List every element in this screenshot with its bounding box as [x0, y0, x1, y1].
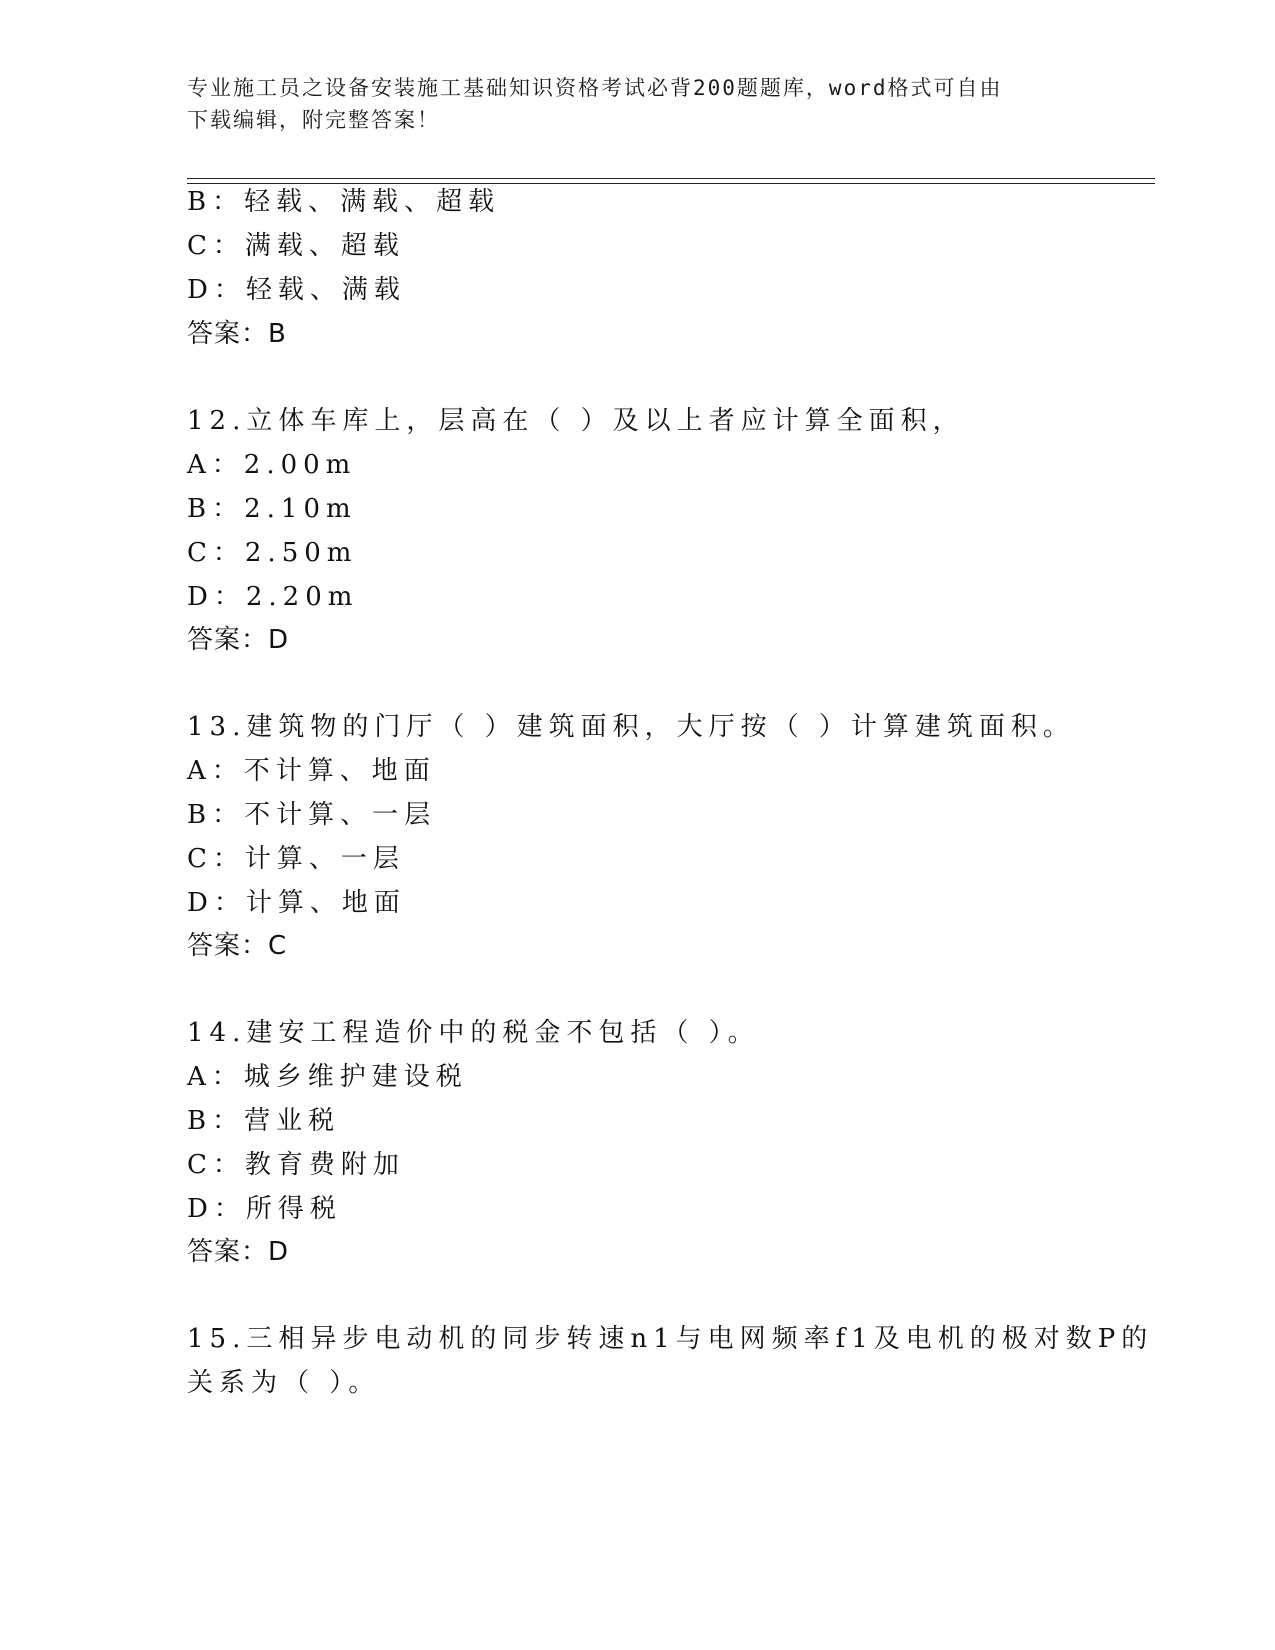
q14-question: 14.建安工程造价中的税金不包括（ ）。 — [187, 1018, 760, 1048]
q15-question-line-1: 15.三相异步电动机的同步转速n1与电网频率f1及电机的极对数P的 — [187, 1324, 1154, 1354]
q13-option-d: D：计算、地面 — [187, 888, 406, 918]
header-rule-top — [187, 178, 1155, 179]
q11-answer: 答案：B — [187, 319, 287, 349]
q13-option-a: A：不计算、地面 — [187, 756, 436, 786]
header-line-2: 下载编辑，附完整答案！ — [187, 108, 440, 132]
q13-option-c: C：计算、一层 — [187, 844, 405, 874]
q15-question-line-2: 关系为（ ）。 — [187, 1368, 381, 1398]
q13-question: 13.建筑物的门厅（ ）建筑面积，大厅按（ ）计算建筑面积。 — [187, 712, 1075, 742]
q12-option-d: D：2.20m — [187, 582, 359, 612]
q14-answer: 答案：D — [187, 1237, 290, 1267]
q12-option-a: A：2.00m — [187, 450, 357, 480]
q11-option-b: B：轻载、满载、超载 — [187, 187, 501, 217]
q14-option-a: A：城乡维护建设税 — [187, 1062, 468, 1092]
q12-question: 12.立体车库上，层高在（ ）及以上者应计算全面积， — [187, 406, 965, 436]
document-header — [187, 72, 1087, 136]
header-line-1: 专业施工员之设备安装施工基础知识资格考试必背200题题库，word格式可自由 — [187, 76, 1003, 100]
q14-option-d: D：所得税 — [187, 1194, 342, 1224]
q13-option-b: B：不计算、一层 — [187, 800, 437, 830]
q12-option-c: C：2.50m — [187, 538, 358, 568]
q14-option-b: B：营业税 — [187, 1106, 341, 1136]
q11-option-c: C：满载、超载 — [187, 231, 405, 261]
q13-answer: 答案：C — [187, 931, 288, 961]
q12-option-b: B：2.10m — [187, 494, 357, 524]
q11-option-d: D：轻载、满载 — [187, 275, 406, 305]
q14-option-c: C：教育费附加 — [187, 1150, 405, 1180]
q12-answer: 答案：D — [187, 625, 290, 655]
